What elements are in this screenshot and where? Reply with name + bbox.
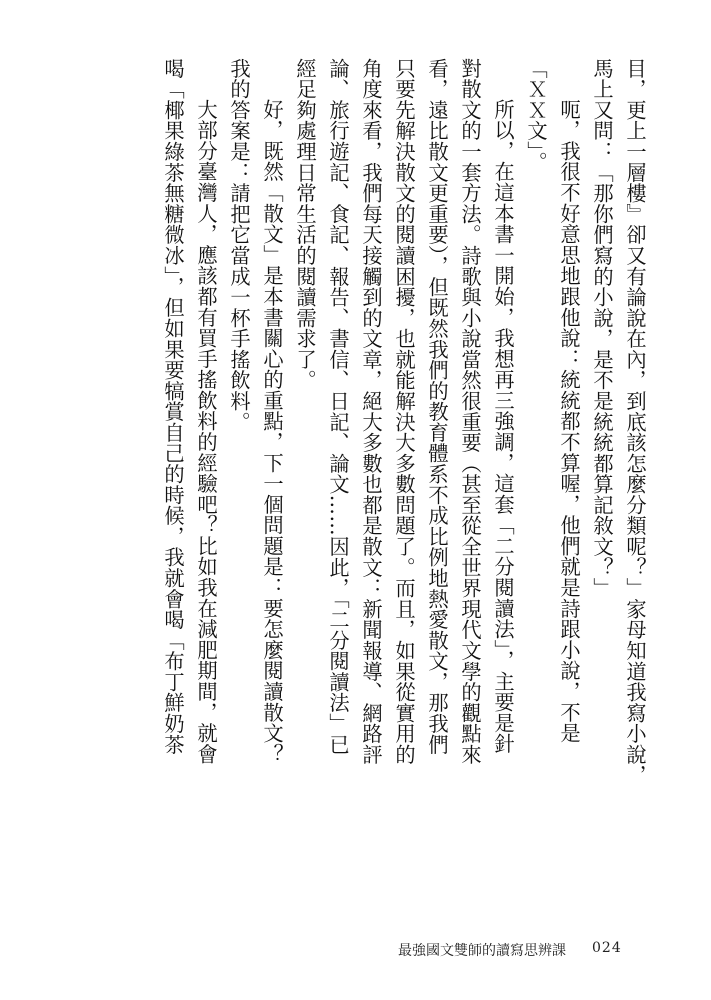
text-column: 馬上又問：「那你們寫的小說，是不是統統都算記敘文？」 <box>590 58 614 599</box>
text-column: 論、旅行遊記、食記、報告、書信、日記、論文……因此，「二分閱讀法」已 <box>326 58 350 755</box>
text-column: 對散文的一套方法。詩歌與小說當然很重要（甚至從全世界現代文學的觀點來 <box>458 58 482 765</box>
text-column: 好，既然「散文」是本書關心的重點，下一個問題是：要怎麼閱讀散文？ <box>260 98 284 764</box>
text-column: 所以，在這本書一開始，我想再三強調，這套「二分閱讀法」，主要是針 <box>491 98 515 754</box>
text-column: 大部分臺灣人，應該都有買手搖飲料的經驗吧？比如我在減肥期間，就會 <box>194 98 218 764</box>
running-footer-title: 最強國文雙師的讀寫思辨課 <box>398 943 566 959</box>
page-number: 024 <box>592 940 622 956</box>
text-column: 經足夠處理日常生活的閱讀需求了。 <box>293 58 317 391</box>
text-column: 角度來看，我們每天接觸到的文章，絕大多數也都是散文：新聞報導、網路評 <box>359 58 383 765</box>
text-column: 看，遠比散文更重要），但既然我們的教育體系不成比例地熱愛散文，那我們 <box>425 58 449 755</box>
text-column: 我的答案是：請把它當成一杯手搖飲料。 <box>227 58 251 433</box>
text-column: 喝「椰果綠茶無糖微冰」，但如果要犒賞自己的時候，我就會喝「布丁鮮奶茶 <box>161 58 185 755</box>
text-column: 只要先解決散文的閱讀困擾，也就能解決大多數問題了。而且，如果從實用的 <box>392 58 416 765</box>
text-column: 「ＸＸ文」。 <box>524 58 548 173</box>
vertical-text-body <box>156 58 651 858</box>
text-column: 呃，我很不好意思地跟他說：統統都不算喔，他們就是詩跟小說，不是 <box>557 98 581 744</box>
text-column: 目，更上一層樓』卻又有論說在內，到底該怎麼分類呢？」家母知道我寫小說， <box>623 58 647 786</box>
